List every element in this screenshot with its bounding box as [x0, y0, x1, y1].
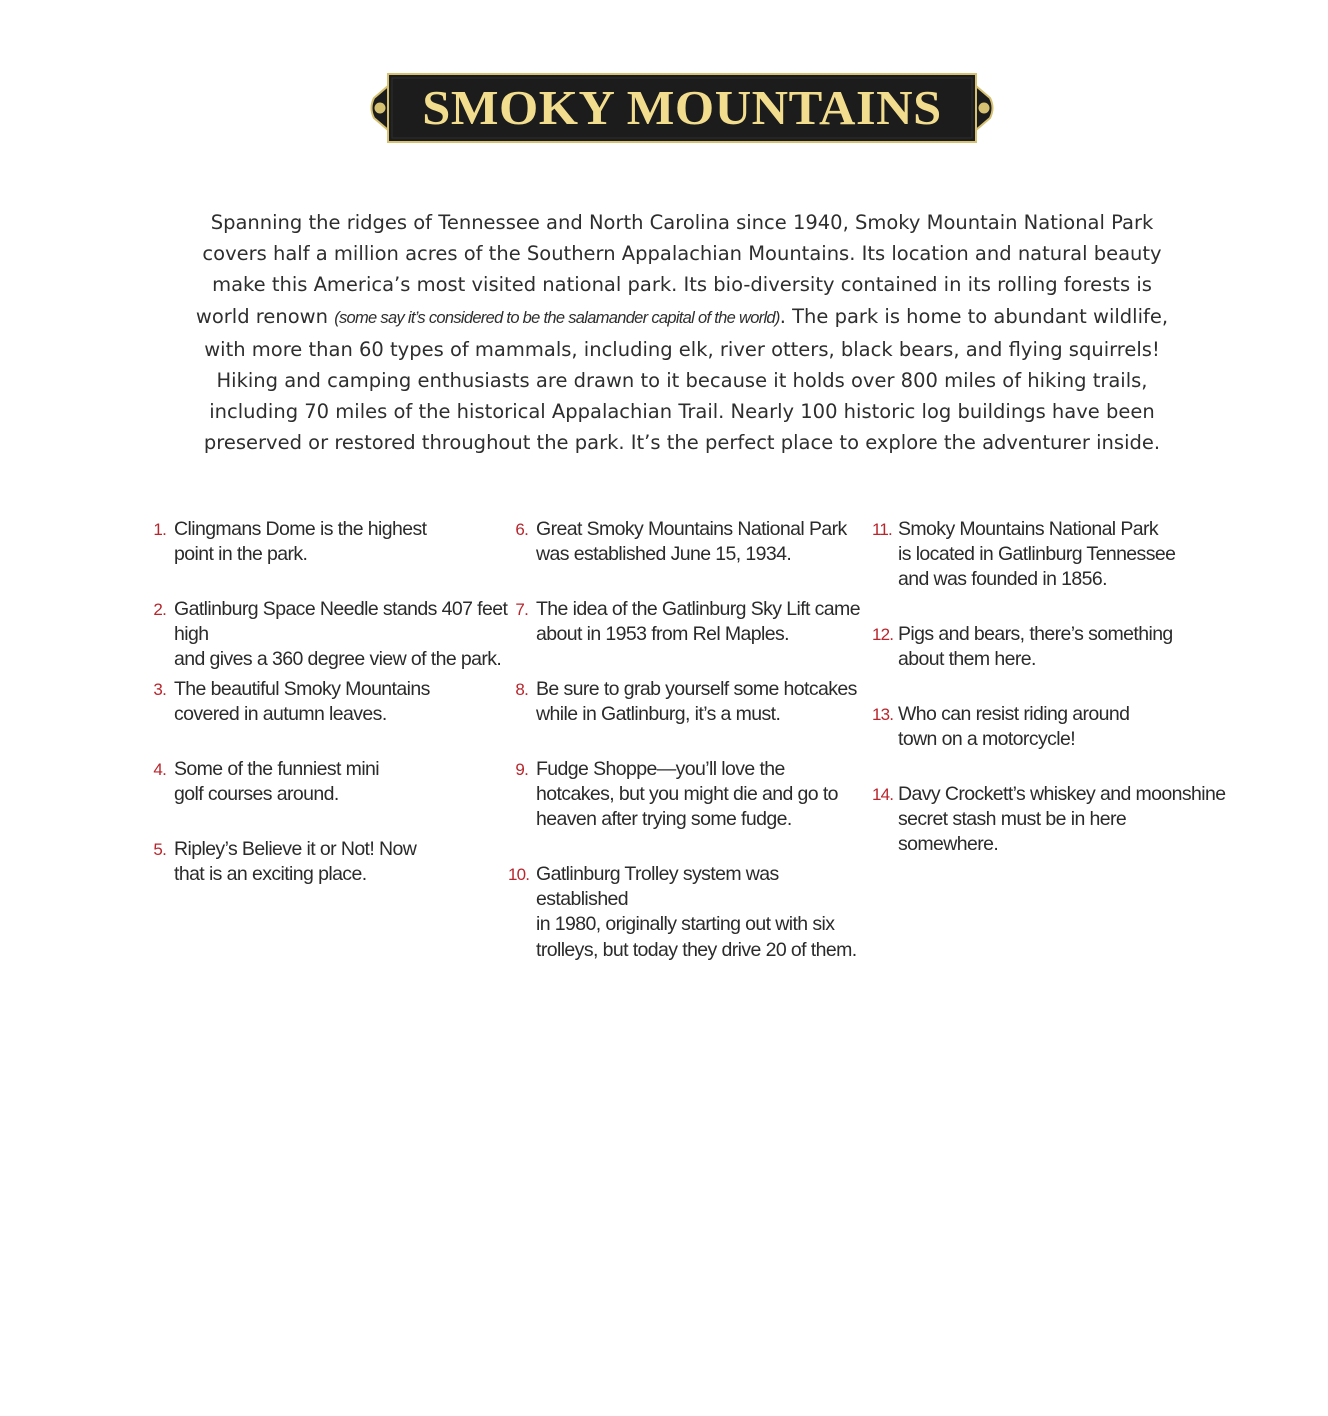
intro-aside: (some say it’s considered to be the salamander capital of the world) — [334, 308, 780, 327]
fact-number: 1. — [153, 520, 166, 539]
fact-item-8 — [515, 677, 866, 727]
fact-item-14 — [872, 782, 1228, 858]
fact-number: 10. — [508, 865, 530, 884]
fact-number: 12. — [872, 625, 894, 644]
fact-item-12 — [872, 622, 1228, 672]
intro-paragraph — [184, 207, 1180, 459]
fact-number: 9. — [515, 760, 528, 779]
fact-text: Pigs and bears, there’s something about them here. — [898, 623, 1173, 671]
fact-text: Be sure to grab yourself some hotcakes while in Gatlinburg, it’s a must. — [536, 678, 857, 726]
fact-number: 8. — [515, 680, 528, 699]
intro-text-start: Spanning the ridges of Tennessee and North Carolina since 1940, Smoky Mountain National Park covers half a million acres of the Southern Appalachian Mountains. Its location and natural beauty make this America’s most visited national park. Its bio-diversity contained in its rolling forests is world renown — [195, 211, 1162, 328]
fact-item-9 — [515, 757, 866, 833]
fact-item-3 — [153, 677, 514, 727]
fact-text: Smoky Mountains National Park is located in Gatlinburg Tennessee and was founded in 1856. — [898, 518, 1176, 591]
page-title: SMOKY MOUNTAINS — [422, 80, 942, 135]
fact-item-1 — [153, 517, 514, 567]
fact-text: Davy Crockett’s whiskey and moonshine secret stash must be in here somewhere. — [898, 783, 1226, 856]
fact-number: 11. — [872, 520, 892, 539]
fact-number: 7. — [515, 600, 528, 619]
fact-text: Gatlinburg Space Needle stands 407 feet high and gives a 360 degree view of the park. — [174, 598, 508, 671]
fact-item-11 — [872, 517, 1228, 593]
fact-item-13 — [872, 702, 1228, 752]
fact-number: 2. — [153, 600, 166, 619]
intro-text-end: . The park is home to abundant wildlife, with more than 60 types of mammals, including elk, river otters, black bears, and flying squirrels! Hiking and camping enthusiasts are drawn to it because it holds over 800 miles of hiking trails, including 70 miles of the historical Appalachian Trail. Nearly 100 historic log buildings have been preserved or restored throughout the park. It’s the perfect place to explore the adventurer inside. — [203, 304, 1169, 455]
fact-text: Ripley’s Believe it or Not! Now that is an exciting place. — [174, 838, 417, 886]
fact-text: Gatlinburg Trolley system was established in 1980, originally starting out with six trolleys, but today they drive 20 of them. — [536, 863, 857, 961]
fact-text: Clingmans Dome is the highest point in the park. — [174, 518, 427, 566]
fact-number: 14. — [872, 785, 894, 804]
fact-item-2 — [153, 597, 514, 673]
fact-text: Fudge Shoppe—you’ll love the hotcakes, but you might die and go to heaven after trying some fudge. — [536, 758, 838, 831]
fact-number: 6. — [515, 520, 528, 539]
fact-item-5 — [153, 837, 514, 887]
fact-number: 4. — [153, 760, 166, 779]
fact-item-6 — [515, 517, 866, 567]
fact-item-4 — [153, 757, 514, 807]
fact-item-10 — [508, 862, 866, 963]
fact-text: The idea of the Gatlinburg Sky Lift came about in 1953 from Rel Maples. — [536, 598, 860, 646]
fact-text: The beautiful Smoky Mountains covered in autumn leaves. — [174, 678, 430, 726]
fact-number: 3. — [153, 680, 166, 699]
fact-number: 13. — [872, 705, 894, 724]
fact-text: Great Smoky Mountains National Park was established June 15, 1934. — [536, 518, 847, 566]
title-sign — [368, 72, 996, 144]
fact-item-7 — [515, 597, 866, 647]
fact-text: Some of the funniest mini golf courses around. — [174, 758, 380, 806]
fact-number: 5. — [153, 840, 166, 859]
fact-text: Who can resist riding around town on a motorcycle! — [898, 703, 1130, 751]
